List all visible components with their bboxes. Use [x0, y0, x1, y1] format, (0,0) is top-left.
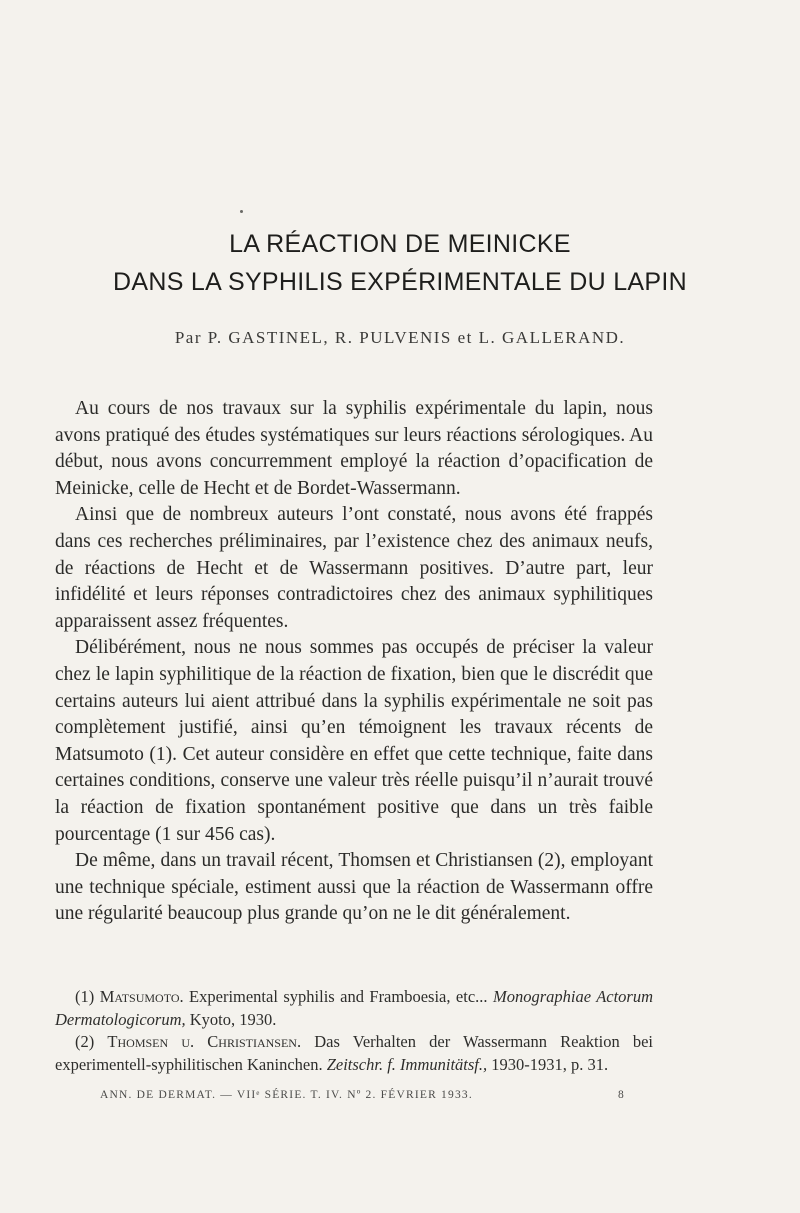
paragraph-3: Délibérément, nous ne nous sommes pas occupés de préciser la valeur chez le lapin syphilitique de la réaction de fixation, bien que le discrédit que certains auteurs lui aient attribué dans la syphilis expérimentale ne soit pas complètement justifié, ainsi qu’en témoignent les travaux récents de Matsumoto (1). Cet auteur considère en effet que cette technique, faite dans certaines conditions, conserve une valeur très réelle puisqu’il n’aurait trouvé la réaction de fixation spontanément positive que dans un très faible pourcentage (1 sur 456 cas). — [55, 637, 653, 845]
footnote-1 — [55, 986, 653, 1031]
article-authors: Par P. GASTINEL, R. PULVENIS et L. GALLERAND. — [174, 328, 626, 347]
footnote-2-journal: Zeitschr. f. Immunitätsf., — [326, 1054, 488, 1074]
footnote-2 — [55, 1031, 653, 1076]
footnote-1-marker: (1) — [75, 987, 95, 1006]
ink-speck — [240, 210, 243, 213]
article-title-line-2: DANS LA SYPHILIS EXPÉRIMENTALE DU LAPIN — [113, 268, 687, 296]
paragraph-4: De même, dans un travail récent, Thomsen et Christiansen (2), employant une technique spéciale, estiment aussi que la réaction de Wassermann offre une régularité beaucoup plus grande qu’on ne le dit généralement. — [55, 850, 653, 925]
footnote-1-text: Experimental syphilis and Framboesia, etc... — [189, 987, 488, 1006]
footnote-2-marker: (2) — [75, 1032, 95, 1051]
page-number: 8 — [618, 1089, 625, 1101]
footnote-1-journal: Monographiae Actorum Dermatologicorum, — [55, 987, 654, 1029]
footnote-1-end: Kyoto, 1930. — [189, 1009, 277, 1029]
paragraph-1: Au cours de nos travaux sur la syphilis expérimentale du lapin, nous avons pratiqué des études systématiques sur leurs réactions sérologiques. Au début, nous avons concurremment employé la réaction d’opacification de Meinicke, celle de Hecht et de Bordet-Wassermann. — [55, 398, 653, 499]
footnote-2-end: 1930-1931, p. 31. — [491, 1054, 609, 1074]
footnotes — [55, 986, 653, 1076]
article-title-line-1: LA RÉACTION DE MEINICKE — [229, 230, 571, 258]
footnote-1-author: Matsumoto. — [99, 987, 184, 1006]
paragraph-2: Ainsi que de nombreux auteurs l’ont constaté, nous avons été frappés dans ces recherches préliminaires, par l’existence chez des animaux neufs, de réactions de Hecht et de Wassermann positives. D’autre part, leur infidélité et leurs réponses contradictoires chez des animaux syphilitiques apparaissent assez fréquentes. — [55, 504, 653, 632]
article-body — [55, 396, 653, 928]
footer-journal-info: ANN. DE DERMAT. — VIIᵉ SÉRIE. T. IV. Nº 2. FÉVRIER 1933. — [100, 1089, 473, 1101]
page-footer — [100, 1089, 625, 1101]
footnote-2-text: Das Verhalten der Wassermann Reaktion bei experimentell-syphilitischen Kaninchen. — [55, 1032, 654, 1074]
footnote-2-author: Thomsen u. Christiansen. — [107, 1032, 302, 1051]
